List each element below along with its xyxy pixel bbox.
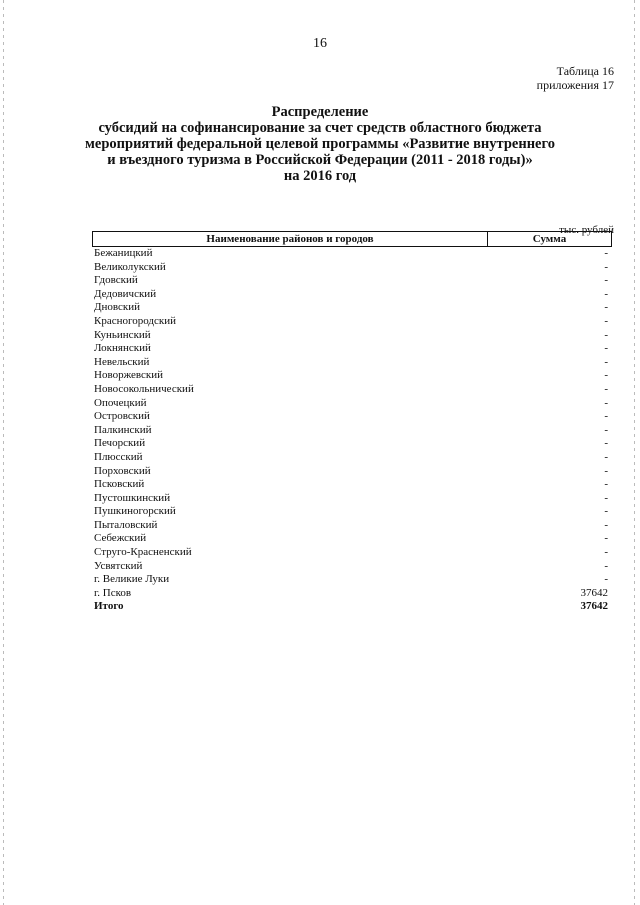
district-name: г. Великие Луки xyxy=(94,573,170,586)
table-ref-line: приложения 17 xyxy=(536,78,614,92)
table-row xyxy=(92,587,612,601)
district-name: Печорский xyxy=(94,437,146,450)
table-row xyxy=(92,356,612,370)
table-row xyxy=(92,261,612,275)
table-row xyxy=(92,274,612,288)
district-name: Пыталовский xyxy=(94,518,158,531)
district-sum: - xyxy=(604,301,608,314)
district-name: Пушкиногорский xyxy=(94,505,176,518)
subsidy-table xyxy=(92,231,612,614)
district-name: Дедовичский xyxy=(94,287,157,300)
district-name: Островский xyxy=(94,410,150,423)
title-line: и въездного туризма в Российской Федерации (2011 - 2018 годы)» xyxy=(107,152,533,168)
table-row xyxy=(92,342,612,356)
district-sum: - xyxy=(604,382,608,395)
district-sum: - xyxy=(604,314,608,327)
table-row xyxy=(92,437,612,451)
table-row xyxy=(92,519,612,533)
district-name: Усвятский xyxy=(94,559,143,572)
units-label: тыс. рублей xyxy=(559,224,614,236)
table-row xyxy=(92,288,612,302)
district-name: Куньинский xyxy=(94,328,151,341)
table-row xyxy=(92,560,612,574)
district-sum: - xyxy=(604,559,608,572)
total-sum: 37642 xyxy=(580,600,608,613)
page-number: 16 xyxy=(313,36,327,51)
header-name: Наименование районов и городов xyxy=(93,232,488,246)
table-ref-line: Таблица 16 xyxy=(556,64,614,78)
table-row xyxy=(92,505,612,519)
district-sum: - xyxy=(604,450,608,463)
total-row xyxy=(92,600,612,614)
table-row xyxy=(92,383,612,397)
district-sum: - xyxy=(604,491,608,504)
table-body xyxy=(92,247,612,600)
title-line: мероприятий федеральной целевой программы «Развитие внутреннего xyxy=(85,136,555,152)
district-sum: - xyxy=(604,287,608,300)
district-name: Новосокольнический xyxy=(94,382,194,395)
title-line: на 2016 год xyxy=(283,168,357,184)
district-name: Псковский xyxy=(94,478,145,491)
district-name: Невельский xyxy=(94,355,150,368)
district-sum: - xyxy=(604,396,608,409)
district-sum: - xyxy=(604,274,608,287)
district-sum: - xyxy=(604,410,608,423)
district-name: Гдовский xyxy=(94,274,138,287)
table-row xyxy=(92,492,612,506)
left-scan-edge xyxy=(3,0,4,905)
district-sum: - xyxy=(604,464,608,477)
total-label: Итого xyxy=(94,600,124,613)
district-sum: - xyxy=(604,247,608,259)
table-header xyxy=(92,231,612,247)
district-sum: - xyxy=(604,478,608,491)
table-row xyxy=(92,478,612,492)
district-name: г. Псков xyxy=(94,586,132,599)
district-sum: - xyxy=(604,369,608,382)
district-sum: - xyxy=(604,355,608,368)
district-sum: - xyxy=(604,260,608,273)
table-reference xyxy=(537,64,614,92)
district-name: Порховский xyxy=(94,464,151,477)
district-sum: 37642 xyxy=(580,586,608,599)
table-row xyxy=(92,397,612,411)
district-name: Себежский xyxy=(94,532,147,545)
table-row xyxy=(92,315,612,329)
table-row xyxy=(92,573,612,587)
title-line: Распределение xyxy=(271,104,369,120)
district-name: Новоржевский xyxy=(94,369,164,382)
district-name: Палкинский xyxy=(94,423,152,436)
district-sum: - xyxy=(604,532,608,545)
district-name: Струго-Красненский xyxy=(94,546,192,559)
district-name: Бежаницкий xyxy=(94,247,153,259)
district-sum: - xyxy=(604,423,608,436)
table-row xyxy=(92,369,612,383)
district-name: Локнянский xyxy=(94,342,151,355)
district-name: Опочецкий xyxy=(94,396,147,409)
district-name: Красногородский xyxy=(94,314,177,327)
table-row xyxy=(92,410,612,424)
district-name: Дновский xyxy=(94,301,141,314)
document-title xyxy=(40,104,600,184)
table-row xyxy=(92,247,612,261)
table-row xyxy=(92,532,612,546)
district-sum: - xyxy=(604,328,608,341)
right-scan-edge xyxy=(634,0,635,905)
district-name: Плюсский xyxy=(94,450,143,463)
district-sum: - xyxy=(604,342,608,355)
table-row xyxy=(92,301,612,315)
table-row xyxy=(92,546,612,560)
district-name: Пустошкинский xyxy=(94,491,171,504)
table-row xyxy=(92,465,612,479)
title-line: субсидий на софинансирование за счет средств областного бюджета xyxy=(98,120,542,136)
district-sum: - xyxy=(604,437,608,450)
district-sum: - xyxy=(604,518,608,531)
district-sum: - xyxy=(604,505,608,518)
district-sum: - xyxy=(604,573,608,586)
header-sum: Сумма xyxy=(532,233,567,245)
table-row xyxy=(92,329,612,343)
table-row xyxy=(92,451,612,465)
table-row xyxy=(92,424,612,438)
district-sum: - xyxy=(604,546,608,559)
district-name: Великолукский xyxy=(94,260,166,273)
